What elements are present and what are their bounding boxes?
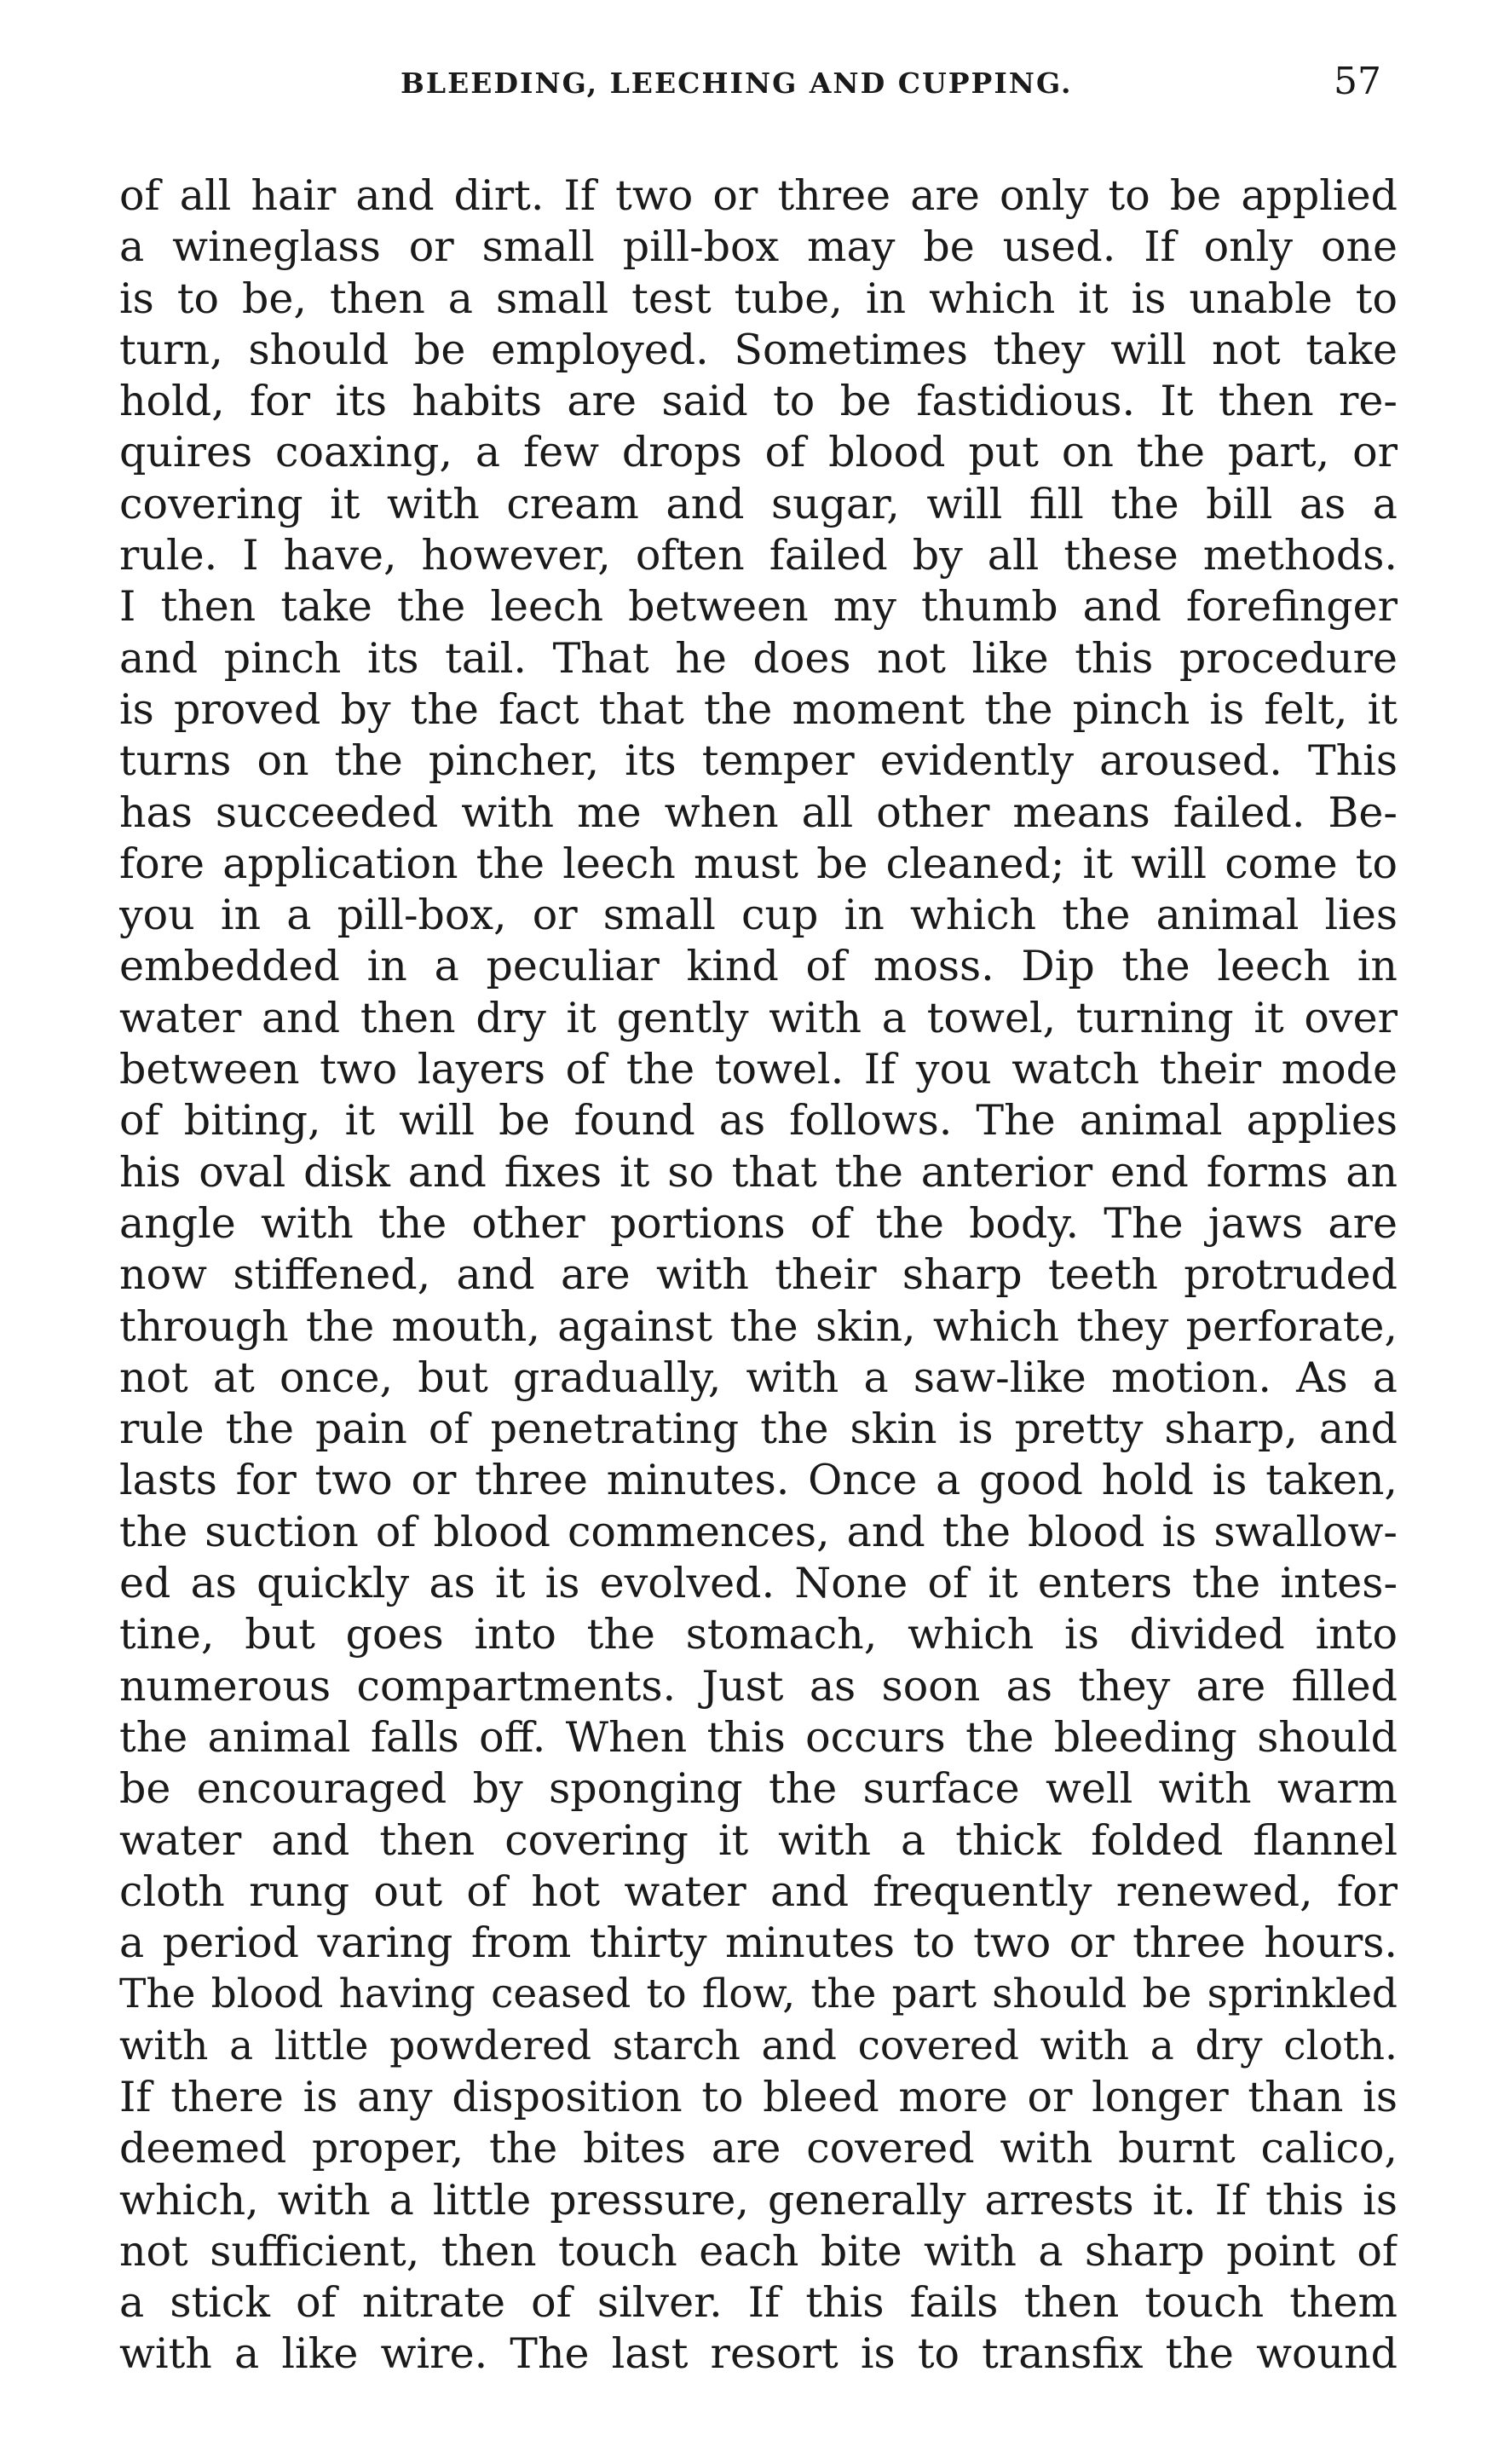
text-line: not sufficient, then touch each bite with a sharp point of (119, 2226, 1398, 2276)
text-line: rule. I have, however, often failed by all these methods. (119, 531, 1398, 580)
text-line: is to be, then a small test tube, in which it is unable to (119, 274, 1398, 323)
text-line: deemed proper, the bites are covered with burnt calico, (119, 2124, 1398, 2173)
text-line: I then take the leech between my thumb and forefinger (119, 582, 1398, 632)
text-line: you in a pill-box, or small cup in which the animal lies (119, 891, 1398, 940)
text-line: his oval disk and fixes it so that the anterior end forms an (119, 1147, 1398, 1197)
page-number: 57 (1334, 60, 1381, 103)
text-line: turn, should be employed. Sometimes they will not take (119, 325, 1398, 374)
text-line: has succeeded with me when all other means failed. Be- (119, 788, 1398, 837)
text-line: angle with the other portions of the body. The jaws are (119, 1198, 1398, 1248)
text-line: lasts for two or three minutes. Once a good hold is taken, (119, 1456, 1398, 1505)
text-line: is proved by the fact that the moment the pinch is felt, it (119, 684, 1398, 734)
text-line: fore application the leech must be cleaned; it will come to (119, 839, 1398, 888)
text-line: which, with a little pressure, generally arrests it. If this is (119, 2175, 1398, 2225)
text-line: a period varing from thirty minutes to two or three hours. (119, 1919, 1398, 1968)
text-line: hold, for its habits are said to be fastidious. It then re- (119, 377, 1398, 426)
text-line: rule the pain of penetrating the skin is pretty sharp, and (119, 1405, 1398, 1454)
text-line: embedded in a peculiar kind of moss. Dip the leech in (119, 942, 1398, 991)
text-line: of all hair and dirt. If two or three are only to be applied (119, 171, 1398, 220)
text-line: quires coaxing, a few drops of blood put on the part, or (119, 428, 1398, 477)
text-line: tine, but goes into the stomach, which is divided into (119, 1610, 1398, 1659)
body-text (119, 170, 1398, 2380)
text-line: The blood having ceased to flow, the part should be sprinkled (119, 1971, 1398, 2018)
text-line: If there is any disposition to bleed more or longer than is (119, 2072, 1398, 2121)
text-line: ed as quickly as it is evolved. None of it enters the intes- (119, 1559, 1398, 1608)
text-line: cloth rung out of hot water and frequently renewed, for (119, 1867, 1398, 1916)
running-head (0, 60, 1510, 118)
text-line: through the mouth, against the skin, which they perforate, (119, 1301, 1398, 1351)
text-line: a stick of nitrate of silver. If this fails then touch them (119, 2278, 1398, 2328)
text-line: covering it with cream and sugar, will fill the bill as a (119, 479, 1398, 528)
text-line: the suction of blood commences, and the blood is swallow- (119, 1507, 1398, 1556)
text-line: a wineglass or small pill-box may be used. If only one (119, 222, 1398, 272)
text-line: the animal falls off. When this occurs the bleeding should (119, 1712, 1398, 1762)
text-line: now stiffened, and are with their sharp teeth protruded (119, 1250, 1398, 1300)
text-line: of biting, it will be found as follows. The animal applies (119, 1096, 1398, 1145)
text-line: turns on the pincher, its temper evidently aroused. This (119, 736, 1398, 786)
text-line: numerous compartments. Just as soon as they are filled (119, 1661, 1398, 1711)
text-line: with a little powdered starch and covered with a dry cloth. (119, 2022, 1398, 2069)
text-line: water and then dry it gently with a towel, turning it over (119, 993, 1398, 1042)
text-line: and pinch its tail. That he does not like this procedure (119, 633, 1398, 683)
text-line: with a like wire. The last resort is to transfix the wound (119, 2329, 1398, 2379)
running-title: BLEEDING, LEECHING AND CUPPING. (401, 66, 1073, 100)
text-line: between two layers of the towel. If you watch their mode (119, 1045, 1398, 1094)
text-line: water and then covering it with a thick folded flannel (119, 1815, 1398, 1865)
text-line: be encouraged by sponging the surface well with warm (119, 1764, 1398, 1814)
text-line: not at once, but gradually, with a saw-like motion. As a (119, 1353, 1398, 1402)
